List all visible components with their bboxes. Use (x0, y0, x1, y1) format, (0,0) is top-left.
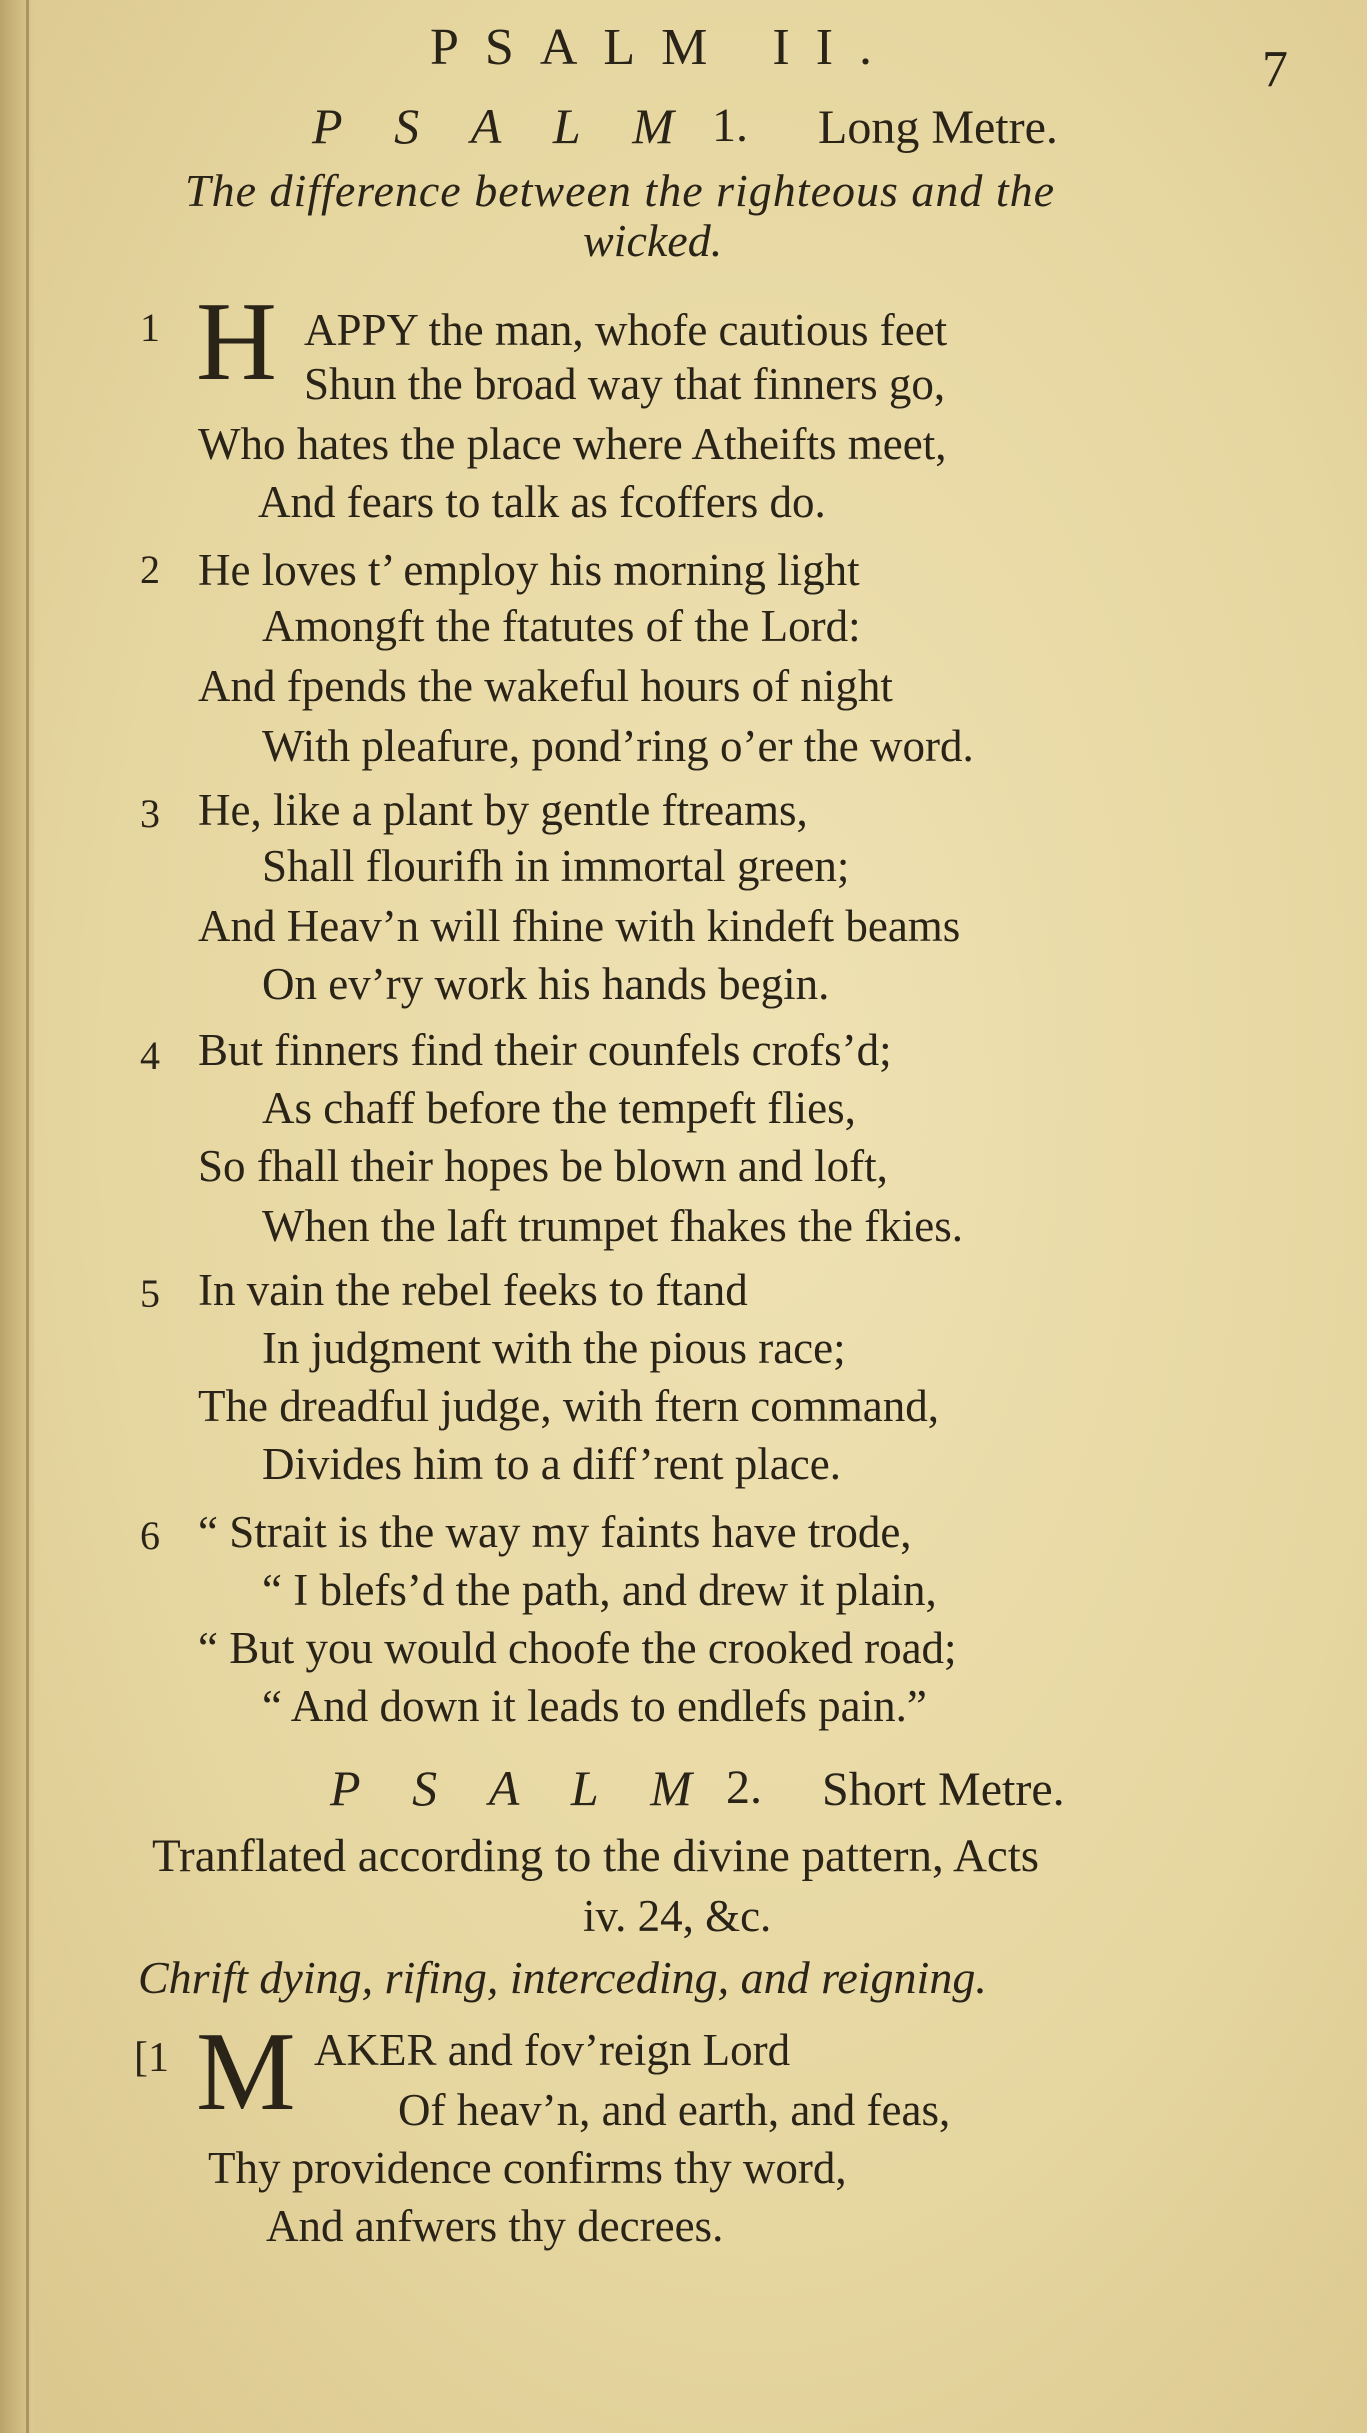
verse-line: “ Strait is the way my faints have trode, (198, 1507, 912, 1557)
verse-line: And fears to talk as fcoffers do. (258, 477, 826, 527)
verse-line: In judgment with the pious race; (262, 1323, 846, 1373)
verse-line: Amongft the ftatutes of the Lord: (262, 601, 861, 651)
psalm1-heading-number: 1. (712, 99, 748, 152)
stanza-number: 6 (140, 1513, 160, 1558)
psalm2-heading-number: 2. (726, 1761, 762, 1814)
stanza-number: [1 (134, 2035, 169, 2081)
verse-line: And Heav’n will fhine with kindeft beams (198, 901, 961, 951)
stanza-number: 5 (140, 1271, 160, 1316)
verse-line: Shun the broad way that finners go, (304, 359, 946, 409)
verse-line: “ But you would choofe the crooked road; (198, 1623, 957, 1673)
psalm2-heading-metre: Short Metre. (822, 1763, 1065, 1816)
psalm1-subtitle-line1: The difference between the righteous and the (185, 165, 1056, 216)
verse-line: Who hates the place where Atheifts meet, (198, 419, 947, 469)
stanza-number: 4 (140, 1033, 160, 1078)
verse-line: And anfwers thy decrees. (266, 2201, 724, 2251)
psalm2-heading-label: P S A L M (330, 1760, 712, 1816)
verse-line: But finners find their counfels crofs’d; (198, 1025, 892, 1075)
psalm2-description-line1: Tranflated according to the divine pattern, Acts (152, 1830, 1040, 1882)
stanza-number: 3 (140, 791, 160, 836)
verse-line: With pleafure, pond’ring o’er the word. (262, 721, 974, 771)
verse-line: AKER and fov’reign Lord (314, 2025, 791, 2075)
stanza-number: 1 (140, 305, 160, 350)
verse-line: When the laft trumpet fhakes the fkies. (262, 1201, 963, 1251)
verse-line: He loves t’ employ his morning light (198, 545, 860, 595)
verse-line: Thy providence confirms thy word, (208, 2143, 847, 2193)
drop-cap: M (196, 2010, 296, 2134)
running-title: PSALM II. (430, 19, 899, 76)
stanza-number: 2 (140, 547, 160, 592)
page-number: 7 (1262, 41, 1288, 98)
psalm1-subtitle-line2: wicked. (583, 215, 723, 266)
psalm1-heading-metre: Long Metre. (818, 101, 1058, 154)
verse-line: APPY the man, whofe cautious feet (304, 305, 948, 355)
verse-line: As chaff before the tempeft flies, (262, 1083, 856, 1133)
verse-line: On ev’ry work his hands begin. (262, 959, 830, 1009)
verse-line: He, like a plant by gentle ftreams, (198, 785, 808, 835)
verse-line: The dreadful judge, with ftern command, (198, 1381, 940, 1431)
verse-line: In vain the rebel feeks to ftand (198, 1265, 748, 1315)
verse-line: Shall flourifh in immortal green; (262, 841, 850, 891)
psalm1-heading-label: P S A L M (312, 98, 694, 154)
psalm2-description-line2: iv. 24, &c. (583, 1891, 772, 1941)
verse-line: Of heav’n, and earth, and feas, (398, 2085, 951, 2135)
gutter-rule (26, 0, 29, 2433)
verse-line: So fhall their hopes be blown and loft, (198, 1141, 888, 1191)
psalm2-subtitle: Chrift dying, rifing, interceding, and reigning. (138, 1952, 987, 2003)
verse-line: “ I blefs’d the path, and drew it plain, (262, 1565, 937, 1615)
verse-line: And fpends the wakeful hours of night (198, 661, 893, 711)
drop-cap: H (196, 280, 277, 404)
verse-line: “ And down it leads to endlefs pain.” (262, 1681, 927, 1731)
verse-line: Divides him to a diff’rent place. (262, 1439, 841, 1489)
